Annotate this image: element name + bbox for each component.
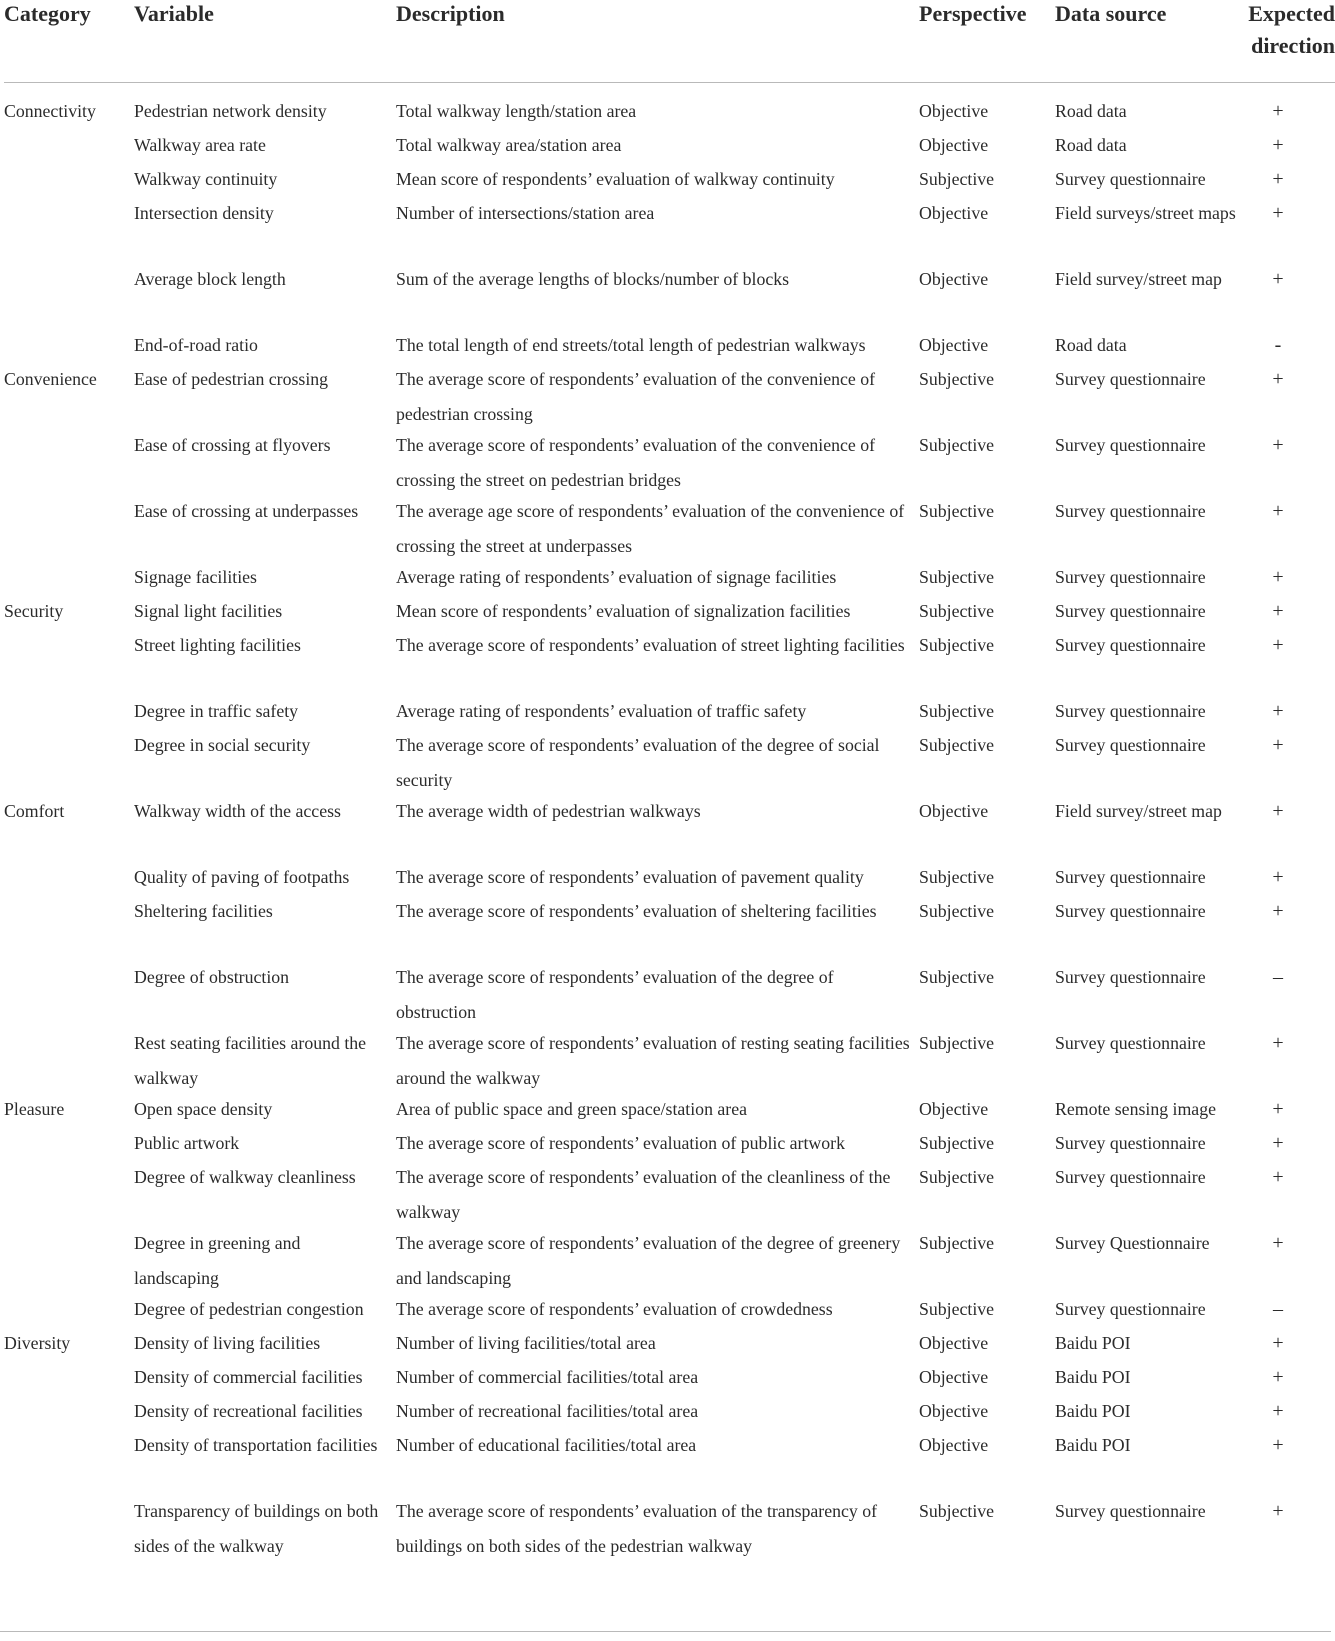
cell-category: Security [4, 601, 64, 621]
cell-variable: Open space density [134, 1099, 273, 1119]
cell-description: Mean score of respondents’ evaluation of walkway continuity [396, 169, 835, 189]
cell-expected-direction: + [1272, 866, 1284, 888]
table-row [4, 560, 1335, 594]
cell-perspective: Subjective [919, 701, 995, 721]
cell-description: The total length of end streets/total length of pedestrian walkways [396, 335, 866, 355]
cell-description: The average score of respondents’ evaluation of resting seating facilities around the walkway [396, 1033, 910, 1088]
cell-variable: Ease of crossing at flyovers [134, 435, 331, 455]
cell-variable: Degree of walkway cleanliness [134, 1167, 356, 1187]
cell-data-source: Survey questionnaire [1055, 867, 1206, 887]
cell-description: Number of commercial facilities/total area [396, 1367, 699, 1387]
table-row [4, 196, 1335, 262]
cell-description: The average score of respondents’ evaluation of the cleanliness of the walkway [396, 1167, 891, 1222]
header-variable: Variable [134, 1, 214, 26]
cell-category: Diversity [4, 1333, 71, 1353]
cell-category: Pleasure [4, 1099, 65, 1119]
cell-expected-direction: + [1272, 900, 1284, 922]
cell-variable: Degree in greening and landscaping [134, 1233, 301, 1288]
table-row [4, 1226, 1335, 1292]
cell-perspective: Subjective [919, 867, 995, 887]
cell-description: The average age score of respondents’ evaluation of the convenience of crossing the street at underpasses [396, 501, 905, 556]
cell-expected-direction: + [1272, 202, 1284, 224]
table-header [4, 0, 1335, 83]
table-row [4, 1428, 1335, 1494]
cell-data-source: Field surveys/street maps [1055, 203, 1236, 223]
cell-variable: Intersection density [134, 203, 274, 223]
cell-variable: Average block length [134, 269, 286, 289]
cell-variable: Density of transportation facilities [134, 1435, 378, 1455]
cell-expected-direction: + [1272, 1098, 1284, 1120]
table-row [4, 628, 1335, 694]
table-row [4, 728, 1335, 794]
cell-expected-direction: - [1274, 334, 1282, 356]
table-row [4, 162, 1335, 196]
cell-variable: Degree in traffic safety [134, 701, 299, 721]
cell-expected-direction: + [1272, 1332, 1284, 1354]
cell-description: Sum of the average lengths of blocks/number of blocks [396, 269, 790, 289]
cell-data-source: Survey questionnaire [1055, 1167, 1206, 1187]
cell-expected-direction: + [1272, 1232, 1284, 1254]
header-description: Description [396, 1, 505, 26]
cell-expected-direction: + [1272, 600, 1284, 622]
cell-description: The average width of pedestrian walkways [396, 801, 701, 821]
cell-description: Number of intersections/station area [396, 203, 655, 223]
cell-expected-direction: + [1272, 100, 1284, 122]
cell-perspective: Objective [919, 1435, 989, 1455]
cell-description: Total walkway area/station area [396, 135, 622, 155]
table-row [4, 428, 1335, 494]
table-row [4, 94, 1335, 128]
cell-perspective: Objective [919, 1367, 989, 1387]
cell-expected-direction: + [1272, 1032, 1284, 1054]
cell-description: The average score of respondents’ evaluation of the degree of obstruction [396, 967, 834, 1022]
cell-expected-direction: + [1272, 368, 1284, 390]
cell-perspective: Subjective [919, 1299, 995, 1319]
cell-data-source: Survey questionnaire [1055, 501, 1206, 521]
table-row [4, 1292, 1335, 1326]
table-row [4, 894, 1335, 960]
cell-expected-direction: + [1272, 500, 1284, 522]
table-row [4, 594, 1335, 628]
cell-description: The average score of respondents’ evaluation of crowdedness [396, 1299, 833, 1319]
cell-data-source: Survey questionnaire [1055, 635, 1206, 655]
table-row [4, 694, 1335, 728]
cell-description: The average score of respondents’ evaluation of sheltering facilities [396, 901, 877, 921]
cell-perspective: Subjective [919, 567, 995, 587]
cell-description: Total walkway length/station area [396, 101, 637, 121]
table-row [4, 128, 1335, 162]
cell-data-source: Road data [1055, 135, 1127, 155]
cell-perspective: Subjective [919, 1501, 995, 1521]
table-row [4, 494, 1335, 560]
cell-expected-direction: – [1273, 1298, 1283, 1320]
cell-variable: Rest seating facilities around the walkway [134, 1033, 367, 1088]
cell-description: Number of living facilities/total area [396, 1333, 656, 1353]
cell-variable: Street lighting facilities [134, 635, 301, 655]
cell-expected-direction: + [1272, 1366, 1284, 1388]
cell-perspective: Subjective [919, 735, 995, 755]
cell-data-source: Remote sensing image [1055, 1099, 1216, 1119]
cell-data-source: Survey questionnaire [1055, 435, 1206, 455]
table-row [4, 262, 1335, 328]
cell-description: The average score of respondents’ evaluation of the convenience of crossing the street on pedestrian bridges [396, 435, 876, 490]
cell-perspective: Subjective [919, 901, 995, 921]
cell-variable: Degree of obstruction [134, 967, 290, 987]
cell-perspective: Subjective [919, 169, 995, 189]
table-row [4, 860, 1335, 894]
cell-perspective: Objective [919, 1333, 989, 1353]
cell-perspective: Objective [919, 801, 989, 821]
cell-variable: Density of commercial facilities [134, 1367, 363, 1387]
cell-data-source: Baidu POI [1055, 1333, 1131, 1353]
cell-perspective: Subjective [919, 369, 995, 389]
cell-data-source: Survey questionnaire [1055, 169, 1206, 189]
cell-variable: Signage facilities [134, 567, 257, 587]
cell-perspective: Subjective [919, 967, 995, 987]
header-data-source: Data source [1055, 1, 1167, 26]
cell-expected-direction: + [1272, 168, 1284, 190]
cell-description: The average score of respondents’ evaluation of street lighting facilities [396, 635, 905, 655]
cell-variable: Public artwork [134, 1133, 240, 1153]
cell-data-source: Survey questionnaire [1055, 1299, 1206, 1319]
cell-perspective: Objective [919, 101, 989, 121]
cell-description: Number of recreational facilities/total area [396, 1401, 699, 1421]
cell-variable: Signal light facilities [134, 601, 283, 621]
cell-variable: Ease of crossing at underpasses [134, 501, 359, 521]
cell-description: Area of public space and green space/station area [396, 1099, 748, 1119]
cell-expected-direction: + [1272, 1434, 1284, 1456]
table-row [4, 1326, 1335, 1360]
cell-perspective: Subjective [919, 435, 995, 455]
cell-data-source: Road data [1055, 101, 1127, 121]
cell-variable: Density of recreational facilities [134, 1401, 363, 1421]
cell-perspective: Objective [919, 1099, 989, 1119]
cell-category: Comfort [4, 801, 65, 821]
cell-variable: Pedestrian network density [134, 101, 327, 121]
header-category: Category [4, 1, 91, 26]
header-expected-direction-line1: Expected [1248, 1, 1335, 26]
cell-variable: Ease of pedestrian crossing [134, 369, 329, 389]
cell-expected-direction: + [1272, 800, 1284, 822]
cell-data-source: Survey questionnaire [1055, 601, 1206, 621]
cell-expected-direction: + [1272, 634, 1284, 656]
cell-perspective: Subjective [919, 601, 995, 621]
cell-variable: Degree in social security [134, 735, 311, 755]
cell-description: Average rating of respondents’ evaluation of traffic safety [396, 701, 807, 721]
cell-perspective: Objective [919, 135, 989, 155]
cell-data-source: Survey questionnaire [1055, 567, 1206, 587]
cell-expected-direction: – [1273, 966, 1283, 988]
cell-description: The average score of respondents’ evaluation of the degree of social security [396, 735, 880, 790]
data-table [4, 0, 1335, 1556]
cell-description: The average score of respondents’ evaluation of public artwork [396, 1133, 845, 1153]
cell-description: Average rating of respondents’ evaluation of signage facilities [396, 567, 837, 587]
cell-perspective: Subjective [919, 1167, 995, 1187]
cell-variable: Degree of pedestrian congestion [134, 1299, 364, 1319]
cell-data-source: Survey questionnaire [1055, 1033, 1206, 1053]
cell-data-source: Road data [1055, 335, 1127, 355]
header-expected-direction-line2: direction [1251, 33, 1335, 58]
cell-data-source: Survey questionnaire [1055, 901, 1206, 921]
cell-perspective: Subjective [919, 1233, 995, 1253]
cell-expected-direction: + [1272, 1132, 1284, 1154]
header-perspective: Perspective [919, 1, 1027, 26]
cell-data-source: Field survey/street map [1055, 801, 1222, 821]
table-row [4, 1160, 1335, 1226]
cell-description: The average score of respondents’ evaluation of the transparency of buildings on both sides of the pedestrian walkway [396, 1501, 878, 1556]
table-row [4, 328, 1335, 362]
cell-perspective: Subjective [919, 1033, 995, 1053]
cell-expected-direction: + [1272, 134, 1284, 156]
table-row [4, 1126, 1335, 1160]
cell-data-source: Survey questionnaire [1055, 967, 1206, 987]
cell-perspective: Objective [919, 203, 989, 223]
cell-description: The average score of respondents’ evaluation of pavement quality [396, 867, 864, 887]
cell-data-source: Survey questionnaire [1055, 735, 1206, 755]
table-row [4, 1494, 1335, 1560]
cell-data-source: Field survey/street map [1055, 269, 1222, 289]
cell-expected-direction: + [1272, 1400, 1284, 1422]
header-expected-direction [1215, 0, 1335, 62]
cell-variable: Transparency of buildings on both sides of the walkway [134, 1501, 379, 1556]
cell-description: The average score of respondents’ evaluation of the convenience of pedestrian crossing [396, 369, 876, 424]
cell-perspective: Objective [919, 335, 989, 355]
table-row [4, 1360, 1335, 1394]
cell-category: Connectivity [4, 101, 96, 121]
cell-variable: Sheltering facilities [134, 901, 273, 921]
cell-variable: Walkway area rate [134, 135, 266, 155]
cell-variable: Density of living facilities [134, 1333, 321, 1353]
cell-data-source: Survey questionnaire [1055, 369, 1206, 389]
cell-expected-direction: + [1272, 734, 1284, 756]
cell-description: The average score of respondents’ evaluation of the degree of greenery and landscaping [396, 1233, 901, 1288]
cell-description: Number of educational facilities/total area [396, 1435, 697, 1455]
table-row [4, 1026, 1335, 1092]
cell-expected-direction: + [1272, 700, 1284, 722]
cell-expected-direction: + [1272, 1500, 1284, 1522]
cell-variable: End-of-road ratio [134, 335, 258, 355]
cell-data-source: Baidu POI [1055, 1435, 1131, 1455]
cell-data-source: Survey Questionnaire [1055, 1233, 1210, 1253]
cell-data-source: Survey questionnaire [1055, 1133, 1206, 1153]
cell-perspective: Subjective [919, 1133, 995, 1153]
table-bottom-rule [0, 1631, 1331, 1632]
table-row [4, 960, 1335, 1026]
cell-expected-direction: + [1272, 566, 1284, 588]
cell-data-source: Survey questionnaire [1055, 1501, 1206, 1521]
cell-data-source: Baidu POI [1055, 1367, 1131, 1387]
cell-data-source: Survey questionnaire [1055, 701, 1206, 721]
cell-description: Mean score of respondents’ evaluation of signalization facilities [396, 601, 851, 621]
cell-perspective: Subjective [919, 635, 995, 655]
table-row [4, 794, 1335, 860]
cell-expected-direction: + [1272, 1166, 1284, 1188]
table-row [4, 1394, 1335, 1428]
cell-data-source: Baidu POI [1055, 1401, 1131, 1421]
cell-perspective: Objective [919, 1401, 989, 1421]
cell-variable: Walkway width of the access [134, 801, 341, 821]
cell-category: Convenience [4, 369, 97, 389]
table-row [4, 1092, 1335, 1126]
table-row [4, 362, 1335, 428]
cell-expected-direction: + [1272, 268, 1284, 290]
cell-perspective: Objective [919, 269, 989, 289]
cell-variable: Walkway continuity [134, 169, 278, 189]
cell-variable: Quality of paving of footpaths [134, 867, 350, 887]
cell-perspective: Subjective [919, 501, 995, 521]
cell-expected-direction: + [1272, 434, 1284, 456]
